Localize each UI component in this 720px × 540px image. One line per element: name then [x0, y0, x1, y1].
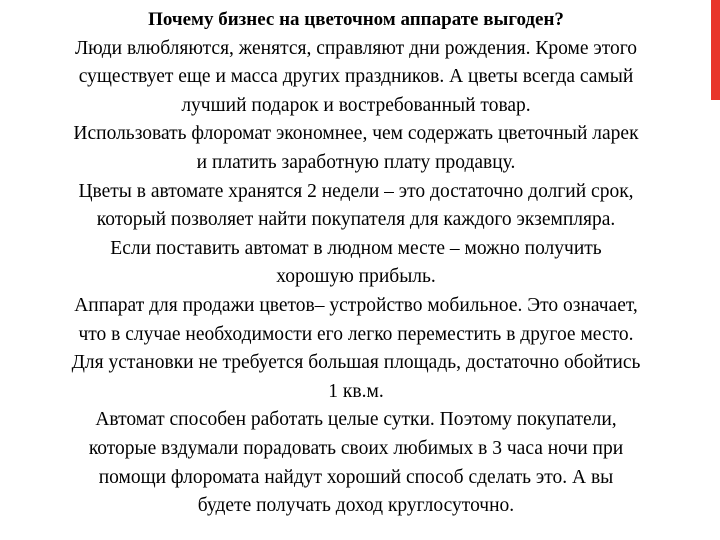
text-line: Аппарат для продажи цветов– устройство мобильное. Это означает, — [74, 294, 638, 316]
text-line: которые вздумали порадовать своих любимых в 3 часа ночи при — [88, 437, 624, 459]
text-line: Люди влюбляются, женятся, справляют дни рождения. Кроме этого — [74, 37, 638, 59]
text-line: существует еще и масса других праздников. А цветы всегда самый — [78, 66, 634, 88]
text-line: что в случае необходимости его легко переместить в другое место. — [78, 323, 634, 345]
text-line: Для установки не требуется большая площадь, достаточно обойтись — [71, 352, 641, 374]
text-line: и платить заработную плату продавцу. — [196, 151, 516, 173]
text-line: 1 кв.м. — [328, 380, 384, 402]
slide-body — [0, 6, 712, 521]
accent-bar — [711, 0, 720, 100]
text-line: который позволяет найти покупателя для каждого экземпляра. — [96, 209, 616, 231]
slide-title: Почему бизнес на цветочном аппарате выгоден? — [148, 9, 564, 30]
text-line: Цветы в автомате хранятся 2 недели – это достаточно долгий срок, — [78, 180, 634, 202]
text-line: помощи флоромата найдут хороший способ сделать это. А вы — [98, 466, 614, 488]
text-line: Автомат способен работать целые сутки. Поэтому покупатели, — [95, 409, 617, 431]
text-line: хорошую прибыль. — [276, 266, 436, 288]
text-line: будете получать доход круглосуточно. — [197, 495, 515, 517]
text-line: Если поставить автомат в людном месте – можно получить — [110, 237, 602, 259]
text-line: Использовать флоромат экономнее, чем содержать цветочный ларек — [73, 123, 639, 145]
text-line: лучший подарок и востребованный товар. — [181, 94, 531, 116]
